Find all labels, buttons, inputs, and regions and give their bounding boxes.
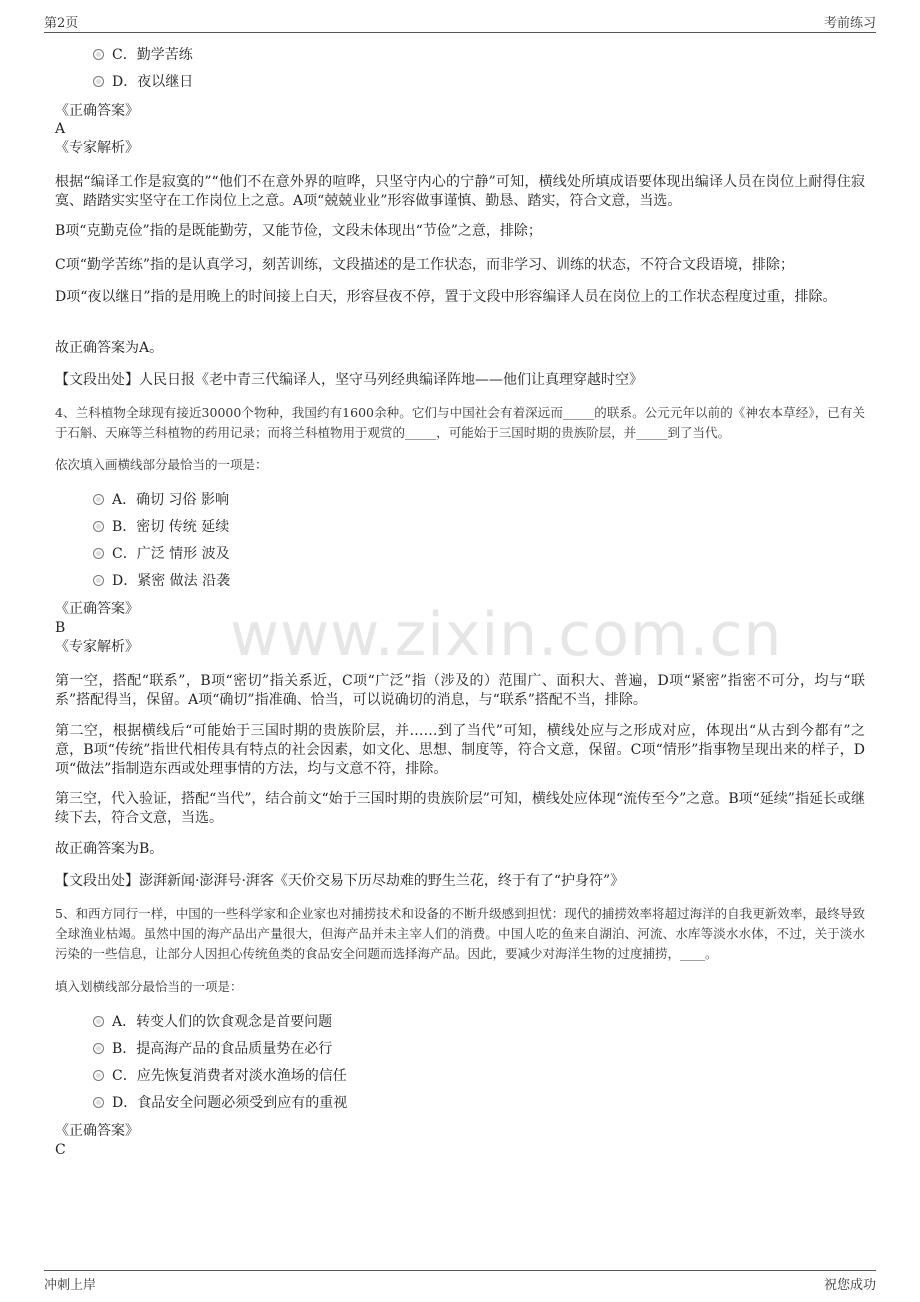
answer-value: B [55,620,66,636]
source-citation: 【文段出处】人民日报《老中青三代编译人，坚守马列经典编译阵地——他们让真理穿越时空》 [55,372,643,388]
q4-option-b[interactable]: B．密切 传统 延续 [93,517,229,537]
page-header [44,10,876,33]
radio-icon[interactable] [93,1016,104,1027]
analysis-paragraph: B项“克勤克俭”指的是既能勤劳，又能节俭，文段未体现出“节俭”之意，排除； [55,223,542,239]
radio-icon[interactable] [93,494,104,505]
source-citation: 【文段出处】澎湃新闻·澎湃号·湃客《天价交易下历尽劫难的野生兰花，终于有了“护身符”》 [55,873,625,889]
analysis-paragraph: 第二空，根据横线后“可能始于三国时期的贵族阶层，并……到了当代”可知，横线处应与之形成对应，体现出“从古到今都有”之意，B项“传统”指世代相传具有特点的社会因素，如文化、思想、制度等，符合文意，保留。C项“情形”指事物呈现出来的样子，D项“做法”指制造东西或处理事情的方法，均与文意不符，排除。 [55,723,865,777]
q5-option-c[interactable]: C．应先恢复消费者对淡水渔场的信任 [93,1066,347,1086]
analysis-label: 《专家解析》 [55,140,139,156]
radio-icon[interactable] [93,575,104,586]
radio-icon[interactable] [93,548,104,559]
page-footer [44,1270,876,1293]
analysis-label: 《专家解析》 [55,639,139,655]
analysis-paragraph: 根据“编译工作是寂寞的”“他们不在意外界的喧哗，只坚守内心的宁静”可知，横线处所填成语要体现出编译人员在岗位上耐得住寂寞、踏踏实实坚守在工作岗位上之意。A项“兢兢业业”形容做事谨慎、勤恳、踏实，符合文意，当选。 [55,174,865,209]
answer-label: 《正确答案》 [55,601,139,617]
q5-option-b[interactable]: B．提高海产品的食品质量势在必行 [93,1039,332,1059]
radio-icon[interactable] [93,1097,104,1108]
analysis-paragraph: D项“夜以继日”指的是用晚上的时间接上白天，形容昼夜不停，置于文段中形容编译人员在岗位上的工作状态程度过重，排除。 [55,289,837,305]
q4-option-d[interactable]: D．紧密 做法 沿袭 [93,571,230,591]
analysis-paragraph: 第一空，搭配“联系”，B项“密切”指关系近，C项“广泛”指（涉及的）范围广、面积大、普遍，D项“紧密”指密不可分，均与“联系”搭配得当，保留。A项“确切”指准确、恰当，可以说确切的消息，与“联系”搭配不当，排除。 [55,673,865,708]
header-title: 考前练习 [823,16,876,31]
radio-icon[interactable] [93,1043,104,1054]
radio-icon[interactable] [93,49,104,60]
question-stem: 4、兰科植物全球现有接近30000个物种，我国约有1600余种。它们与中国社会有着深远而_____的联系。公元元年以前的《神农本草经》，已有关于石斛、天麻等兰科植物的药用记录；而将兰科植物用于观赏的_____，可能始于三国时期的贵族阶层，并_____到了当代。 [55,405,865,440]
q4-option-a[interactable]: A．确切 习俗 影响 [93,490,229,510]
q3-option-d[interactable]: D．夜以继日 [93,72,193,92]
watermark: www.zixin.com.cn [230,600,783,670]
analysis-paragraph: C项“勤学苦练”指的是认真学习，刻苦训练，文段描述的是工作状态，而非学习、训练的状态，不符合文段语境，排除； [55,257,795,273]
analysis-paragraph: 第三空，代入验证，搭配“当代”，结合前文“始于三国时期的贵族阶层”可知，横线处应体现“流传至今”之意。B项“延续”指延长或继续下去，符合文意，当选。 [55,791,865,826]
question-prompt: 依次填入画横线部分最恰当的一项是： [55,457,268,472]
answer-label: 《正确答案》 [55,103,139,119]
answer-value: A [55,121,66,137]
question-stem: 5、和西方同行一样，中国的一些科学家和企业家也对捕捞技术和设备的不断升级感到担忧：现代的捕捞效率将超过海洋的自我更新效率，最终导致全球渔业枯竭。虽然中国的海产品出产量很大，但海产品并未主宰人们的消费。中国人吃的鱼来自湖泊、河流、水库等淡水水体，不过，关于淡水污染的一些信息，让部分人因担心传统鱼类的食品安全问题而选择海产品。因此，要减少对海洋生物的过度捕捞，____。 [55,906,865,961]
question-prompt: 填入划横线部分最恰当的一项是： [55,979,243,994]
footer-left-text: 冲刺上岸 [44,1278,97,1293]
q3-option-c[interactable]: C．勤学苦练 [93,45,193,65]
q4-option-c[interactable]: C．广泛 情形 波及 [93,544,230,564]
q5-option-a[interactable]: A．转变人们的饮食观念是首要问题 [93,1012,332,1032]
final-answer: 故正确答案为A。 [55,340,164,356]
radio-icon[interactable] [93,1070,104,1081]
page-number: 第2页 [44,16,79,31]
radio-icon[interactable] [93,76,104,87]
answer-label: 《正确答案》 [55,1123,139,1139]
answer-value: C [55,1142,66,1158]
footer-right-text: 祝您成功 [823,1278,876,1293]
final-answer: 故正确答案为B。 [55,841,164,857]
q5-option-d[interactable]: D．食品安全问题必须受到应有的重视 [93,1093,347,1113]
radio-icon[interactable] [93,521,104,532]
